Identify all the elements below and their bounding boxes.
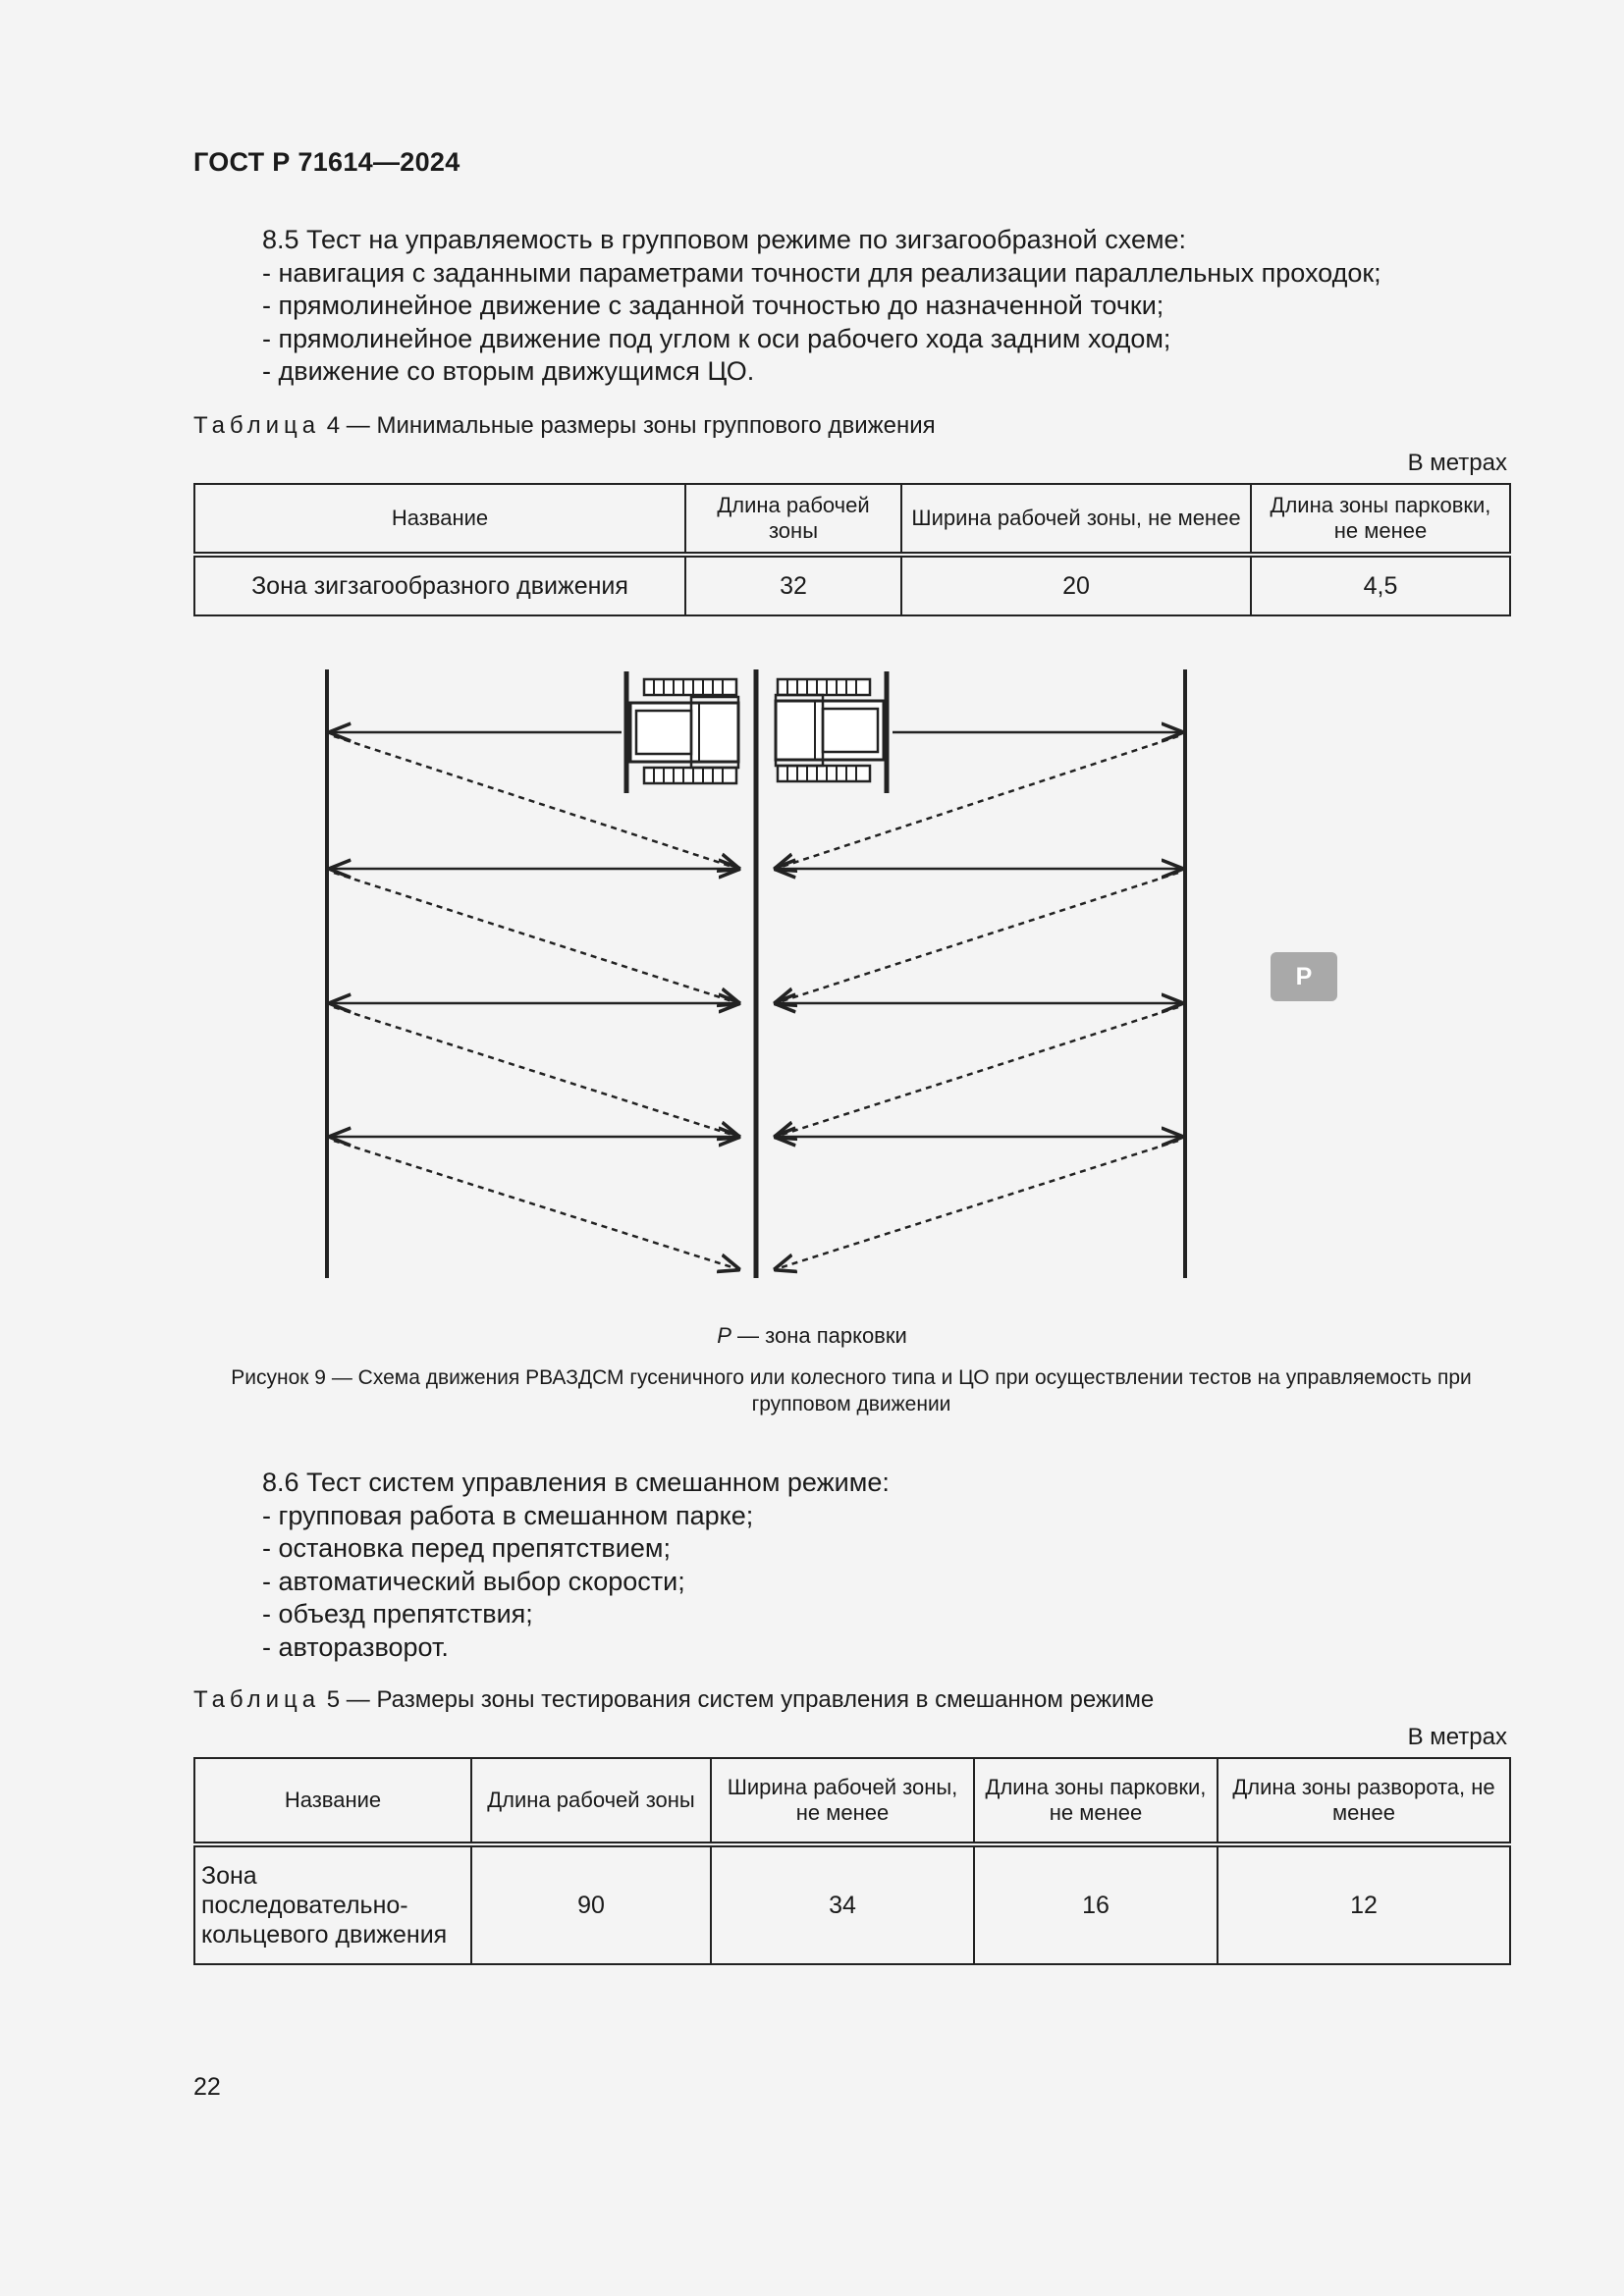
legend-symbol: P [717, 1323, 731, 1348]
list-item: - прямолинейное движение под углом к оси рабочего хода задним ходом; [262, 323, 1171, 353]
section-title: 8.5 Тест на управляемость в групповом режиме по зигзагообразной схеме: [262, 225, 1187, 254]
page-number: 22 [193, 2073, 221, 2101]
table-cell: 16 [974, 1844, 1218, 1964]
table-header-cell: Название [194, 1758, 471, 1844]
table-header-cell: Ширина рабочей зоны, не менее [901, 484, 1251, 555]
table4-units: В метрах [1407, 450, 1507, 476]
table-caption-text: 5 — Размеры зоны тестирования систем управления в смешанном режиме [320, 1686, 1155, 1713]
table-cell: 32 [685, 555, 901, 615]
list-item: - движение со вторым движущимся ЦО. [262, 356, 755, 386]
legend-text: — зона парковки [731, 1323, 907, 1348]
figure-legend [0, 1323, 1624, 1349]
table-header-cell: Ширина рабочей зоны, не менее [711, 1758, 974, 1844]
tracked-vehicle-left [626, 671, 738, 793]
document-header: ГОСТ Р 71614—2024 [193, 147, 460, 177]
tracked-vehicle-right [776, 671, 887, 793]
right-zone-passes [776, 732, 1181, 1137]
table-label: Таблица [193, 412, 321, 439]
table-cell: Зона зигзагообразного движения [194, 555, 685, 615]
table-header-cell: Длина рабочей зоны [471, 1758, 711, 1844]
table-caption-text: 4 — Минимальные размеры зоны группового движения [320, 412, 936, 439]
table-header-cell: Длина зоны разворота, не менее [1218, 1758, 1510, 1844]
table5-caption [193, 1686, 1154, 1714]
table-label: Таблица [193, 1686, 321, 1713]
table-cell: 34 [711, 1844, 974, 1964]
table5-units: В метрах [1407, 1724, 1507, 1750]
list-item: - автоматический выбор скорости; [262, 1566, 685, 1596]
table-header-cell: Длина зоны парковки, не менее [974, 1758, 1218, 1844]
table-cell: 12 [1218, 1844, 1510, 1964]
section-8-6 [262, 1467, 890, 1664]
table-cell: 90 [471, 1844, 711, 1964]
list-item: - прямолинейное движение с заданной точностью до назначенной точки; [262, 291, 1164, 320]
left-zone-passes [331, 732, 738, 1137]
section-title: 8.6 Тест систем управления в смешанном режиме: [262, 1468, 890, 1497]
table-header-cell: Длина рабочей зоны [685, 484, 901, 555]
list-item: - остановка перед препятствием; [262, 1533, 671, 1563]
table-cell: 4,5 [1251, 555, 1510, 615]
list-item: - объезд препятствия; [262, 1599, 533, 1629]
list-item: - навигация с заданными параметрами точности для реализации параллельных проходок; [262, 257, 1381, 288]
table-header-cell: Длина зоны парковки, не менее [1251, 484, 1510, 555]
list-item: - авторазворот. [262, 1631, 449, 1662]
table-header-cell: Название [194, 484, 685, 555]
list-item: - групповая работа в смешанном парке; [262, 1500, 754, 1530]
table-cell: 20 [901, 555, 1251, 615]
table5 [193, 1757, 1511, 1965]
figure-caption: Рисунок 9 — Схема движения РВАЗДСМ гусеничного или колесного типа и ЦО при осуществлении тестов на управляемость при групповом движении [231, 1366, 1472, 1415]
table-cell: Зона последовательно-кольцевого движения [194, 1844, 471, 1964]
parking-zone-badge: P [1271, 952, 1337, 1001]
